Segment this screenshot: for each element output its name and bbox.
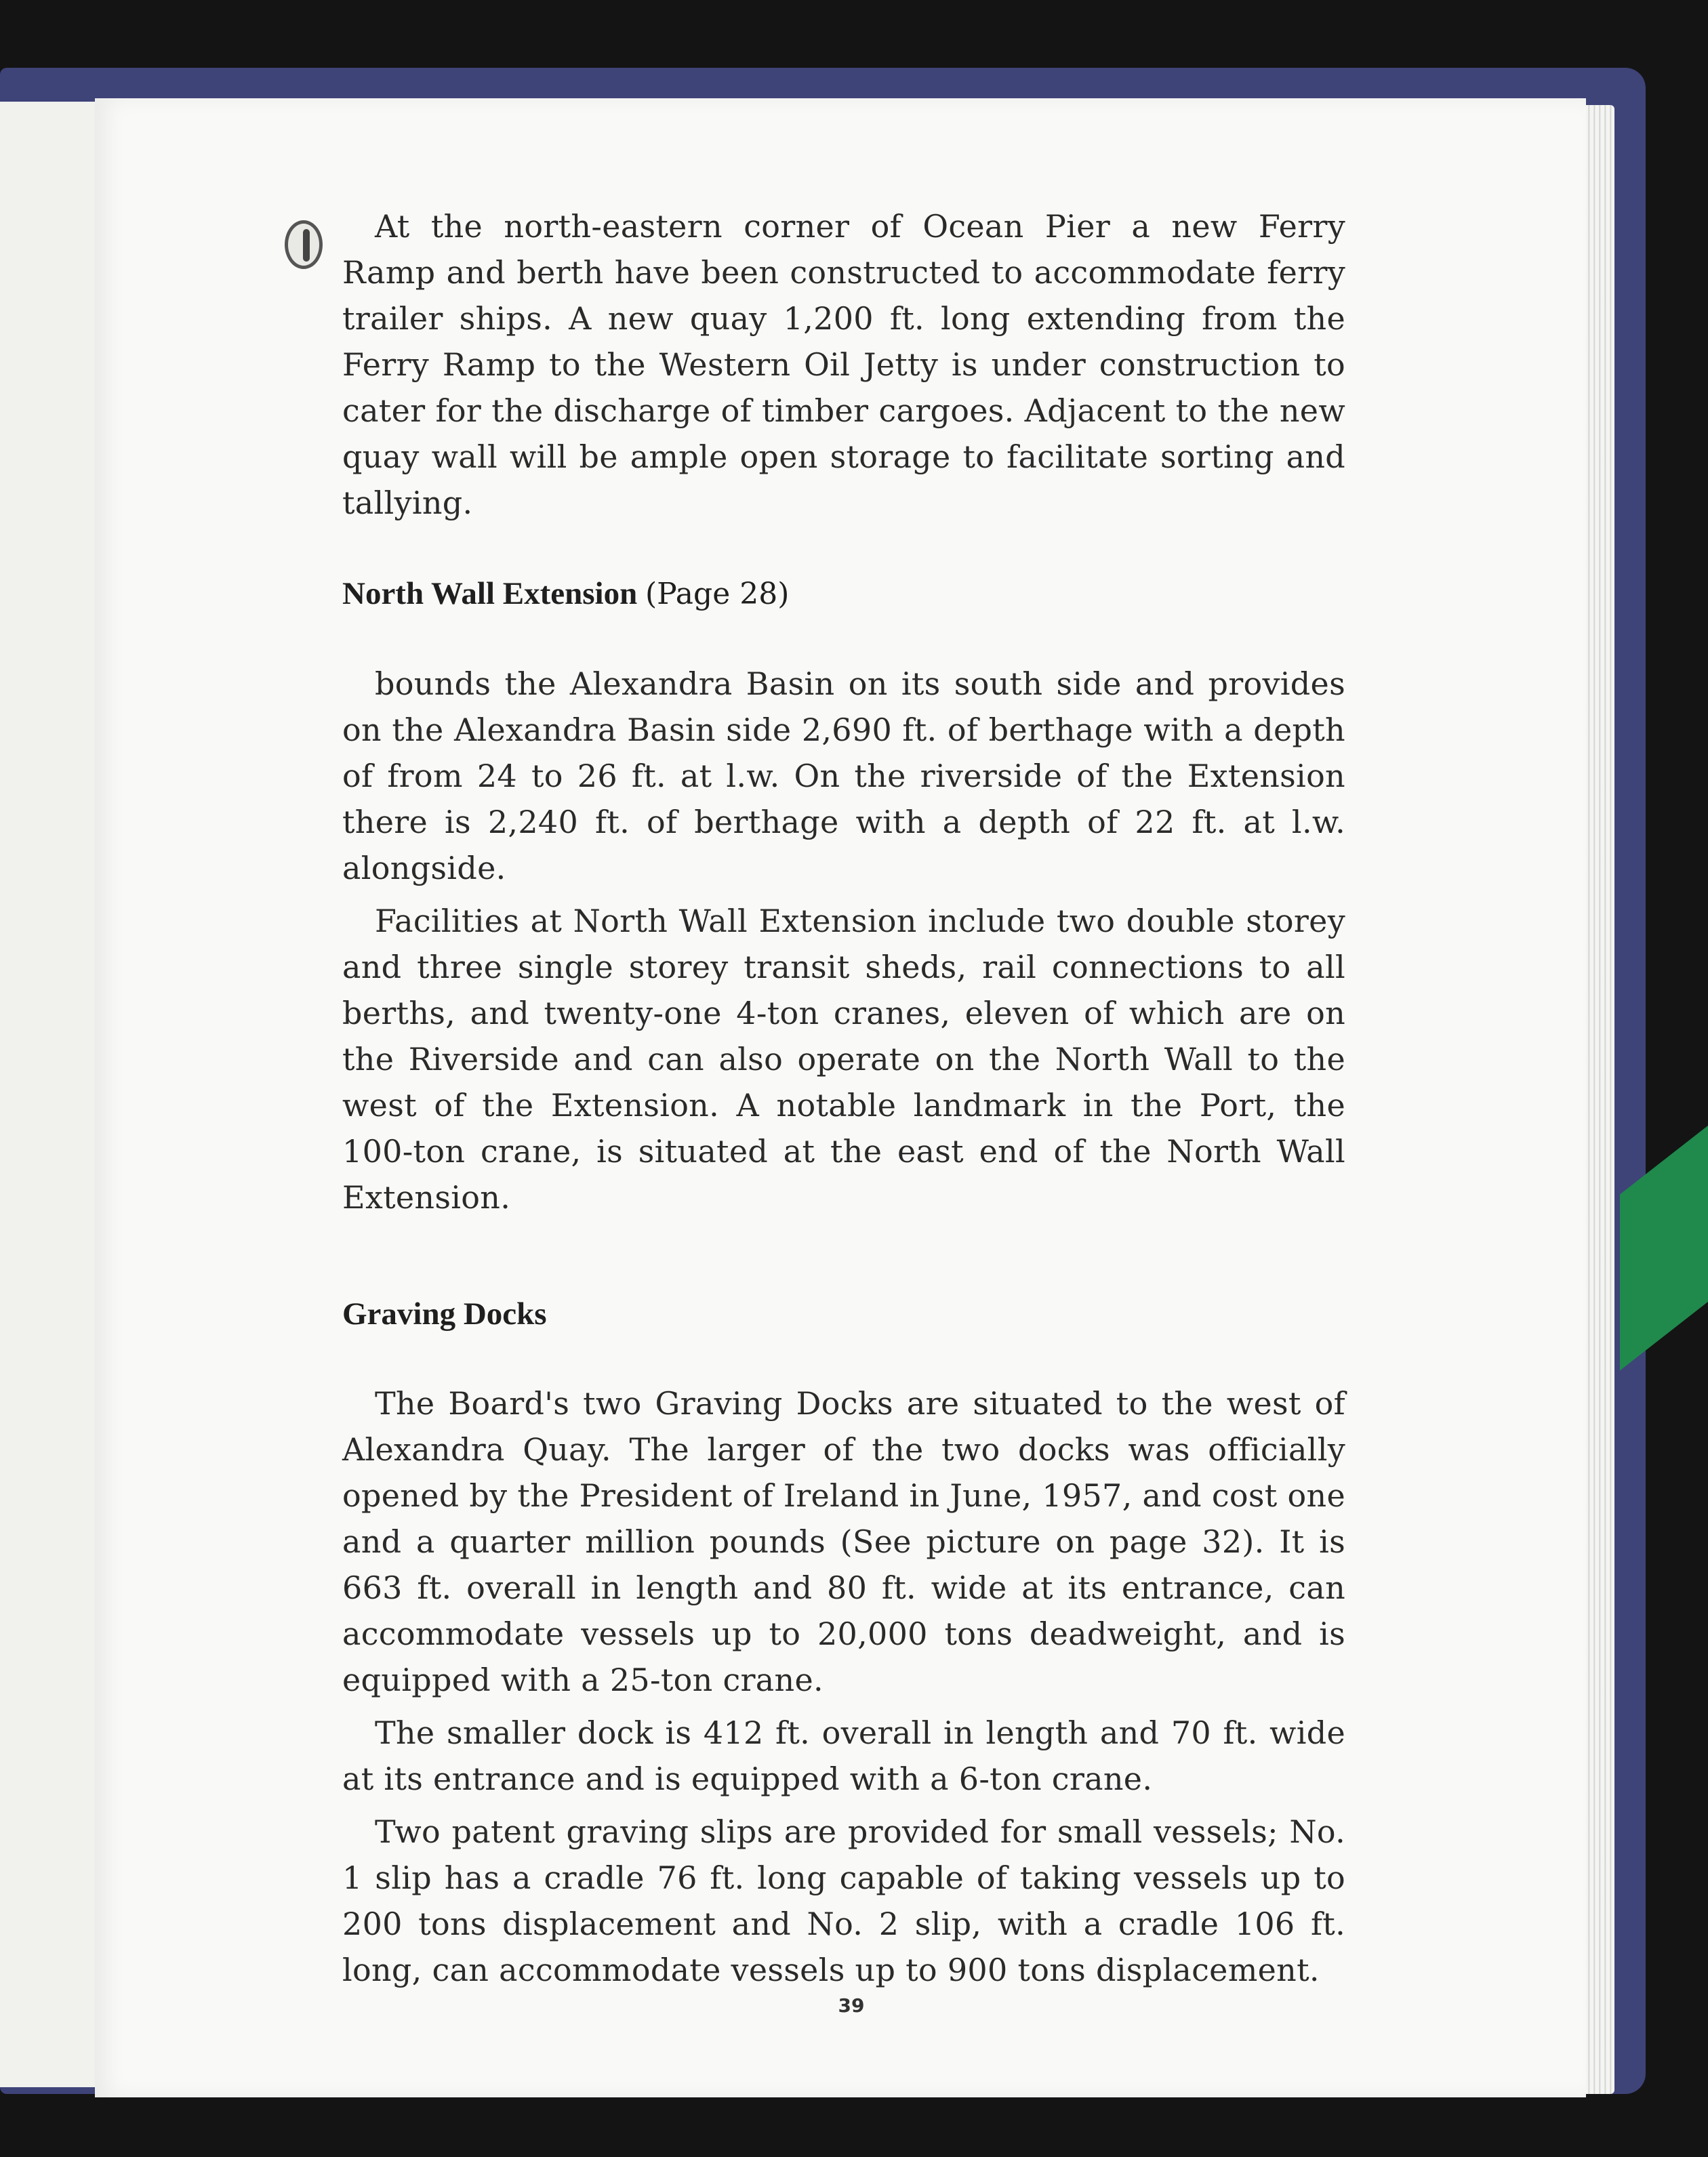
graving-docks-heading-title: Graving Docks — [342, 1296, 547, 1332]
intro-paragraph: At the north-eastern corner of Ocean Pier a new Ferry Ramp and berth have been constructed to accommodate ferry trailer ships. A new quay 1,200 ft. long extending from the Ferry Ramp to the Western Oil Jetty is under construction to cater for the discharge of timber cargoes. Adjacent to the new quay wall will be ample open storage to facilitate sorting and tallying. — [342, 208, 1345, 521]
left-page-edge — [0, 102, 96, 2087]
north-wall-paragraph: bounds the Alexandra Basin on its south side and provides on the Alexandra Basin side 2,690 ft. of berthage with a depth of from 24 to 26 ft. at l.w. On the riverside of the Extension there is 2,240 ft. of berthage with a depth of 22 ft. at l.w. alongside. — [342, 665, 1345, 886]
graving-docks-paragraph: The smaller dock is 412 ft. overall in length and 70 ft. wide at its entrance and is equipped with a 6-ton crane. — [342, 1714, 1345, 1797]
north-wall-heading-ref: (Page 28) — [645, 577, 790, 611]
graving-docks-paragraph: Two patent graving slips are provided for small vessels; No. 1 slip has a cradle 76 ft. long capable of taking vessels up to 200 tons displacement and No. 2 slip, with a cradle 106 ft. long, can accommodate vessels up to 900 tons displacement. — [342, 1813, 1345, 1988]
binder-ring-icon — [285, 220, 323, 269]
section-heading-north-wall — [342, 571, 1345, 617]
section-heading-graving-docks — [342, 1291, 1345, 1337]
page-number: 39 — [838, 1994, 865, 2017]
page-content — [342, 203, 1345, 1993]
north-wall-heading-title: North Wall Extension — [342, 576, 638, 611]
north-wall-paragraph: Facilities at North Wall Extension include two double storey and three single storey transit sheds, rail connections to all berths, and twenty-one 4-ton cranes, eleven of which are on the Riverside and can also operate on the North Wall to the west of the Extension. A notable landmark in the Port, the 100-ton crane, is situated at the east end of the North Wall Extension. — [342, 903, 1345, 1216]
graving-docks-paragraph: The Board's two Graving Docks are situated to the west of Alexandra Quay. The larger of the two docks was officially opened by the President of Ireland in June, 1957, and cost one and a quarter million pounds (See picture on page 32). It is 663 ft. overall in length and 80 ft. wide at its entrance, can accommodate vessels up to 20,000 tons deadweight, and is equipped with a 25-ton crane. — [342, 1385, 1345, 1698]
